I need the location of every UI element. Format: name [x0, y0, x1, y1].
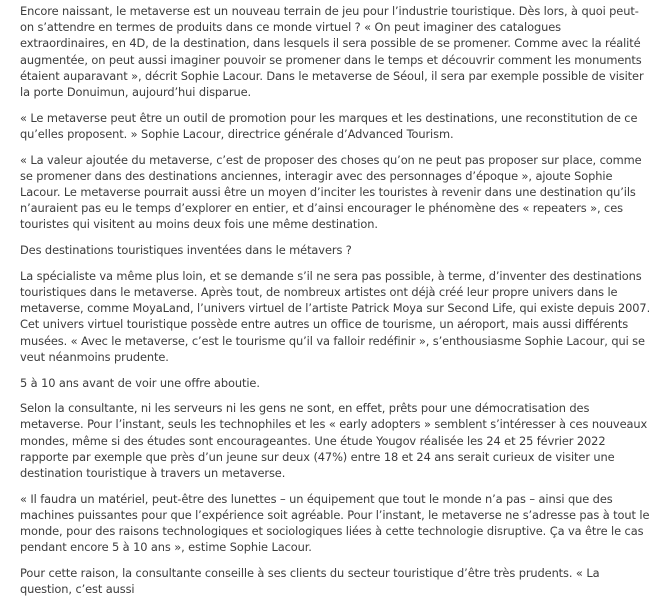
article-body	[20, 3, 651, 607]
paragraph-quote-promotion: « Le metaverse peut être un outil de promotion pour les marques et les destinations, une reconstitution de ce qu’elles proposent. » Sophie Lacour, directrice générale d’Advanced Tourism.	[20, 110, 638, 141]
paragraph-consultant-advice: Pour cette raison, la consultante conseille à ses clients du secteur touristique d’être très prudents. « La question, c’est aussi	[20, 566, 600, 597]
paragraph-moyaland: La spécialiste va même plus loin, et se demande s’il ne sera pas possible, à terme, d’inventer des destinations touristiques dans le metaverse. Après tout, de nombreux artistes ont déjà créé leur propre univers dans le metaverse, comme MoyaLand, l’univers virtuel de l’artiste Patrick Moya sur Second Life, qui existe depuis 2007. Cet univers virtuel touristique possède entre autres un office de tourisme, un aéroport, mais aussi différents musées. « Avec le metaverse, c’est le tourisme qu’il va falloir redéfinir », s’enthousiasme Sophie Lacour, qui se veut néanmoins prudente.	[20, 268, 651, 364]
paragraph-added-value: « La valeur ajoutée du metaverse, c’est de proposer des choses qu’on ne peut pas proposer sur place, comme se promener dans des destinations anciennes, interagir avec des personnages d’époque », ajoute Sophie Lacour. Le metaverse pourrait aussi être un moyen d’inciter les touristes à revenir dans une destination qu’ils n’auraient pas eu le temps d’explorer en entier, et d’ainsi encourager le phénomène des « repeaters », ces touristes qui visitent au moins deux fois une même destination.	[20, 152, 642, 232]
paragraph-equipment-quote: « Il faudra un matériel, peut-être des lunettes – un équipement que tout le monde n’a pas – ainsi que des machines puissantes pour que l’expérience soit agréable. Pour l’instant, le metaverse ne s’adresse pas à tout le monde, pour des raisons technologiques et sociologiques liées à cette technologie disruptive. Ça va être le cas pendant encore 5 à 10 ans », estime Sophie Lacour.	[20, 491, 650, 555]
paragraph-yougov-study: Selon la consultante, ni les serveurs ni les gens ne sont, en effet, prêts pour une démocratisation des metaverse. Pour l’instant, seuls les technophiles et les « early adopters » semblent s’intéresser à ces nouveaux mondes, même si des études sont encourageantes. Une étude Yougov réalisée les 24 et 25 février 2022 rapporte par exemple que près d’un jeune sur deux (47%) entre 18 et 24 ans serait curieux de visiter une destination touristique à travers un metaverse.	[20, 401, 648, 481]
paragraph-intro: Encore naissant, le metaverse est un nouveau terrain de jeu pour l’industrie touristique. Dès lors, à quoi peut-on s’attendre en termes de produits dans ce monde virtuel ? « On peut imaginer des catalogues extraordinaires, en 4D, de la destination, dans lesquels il sera possible de se promener. Comme avec la réalité augmentée, on peut aussi imaginer pouvoir se promener dans le temps et découvrir comment les monuments étaient auparavant », décrit Sophie Lacour. Dans le metaverse de Séoul, il sera par exemple possible de visiter la porte Donuimun, aujourd’hui disparue.	[20, 4, 644, 100]
section-heading-invented-destinations: Des destinations touristiques inventées dans le métavers ?	[20, 243, 352, 258]
section-heading-timeline: 5 à 10 ans avant de voir une offre aboutie.	[20, 375, 260, 390]
